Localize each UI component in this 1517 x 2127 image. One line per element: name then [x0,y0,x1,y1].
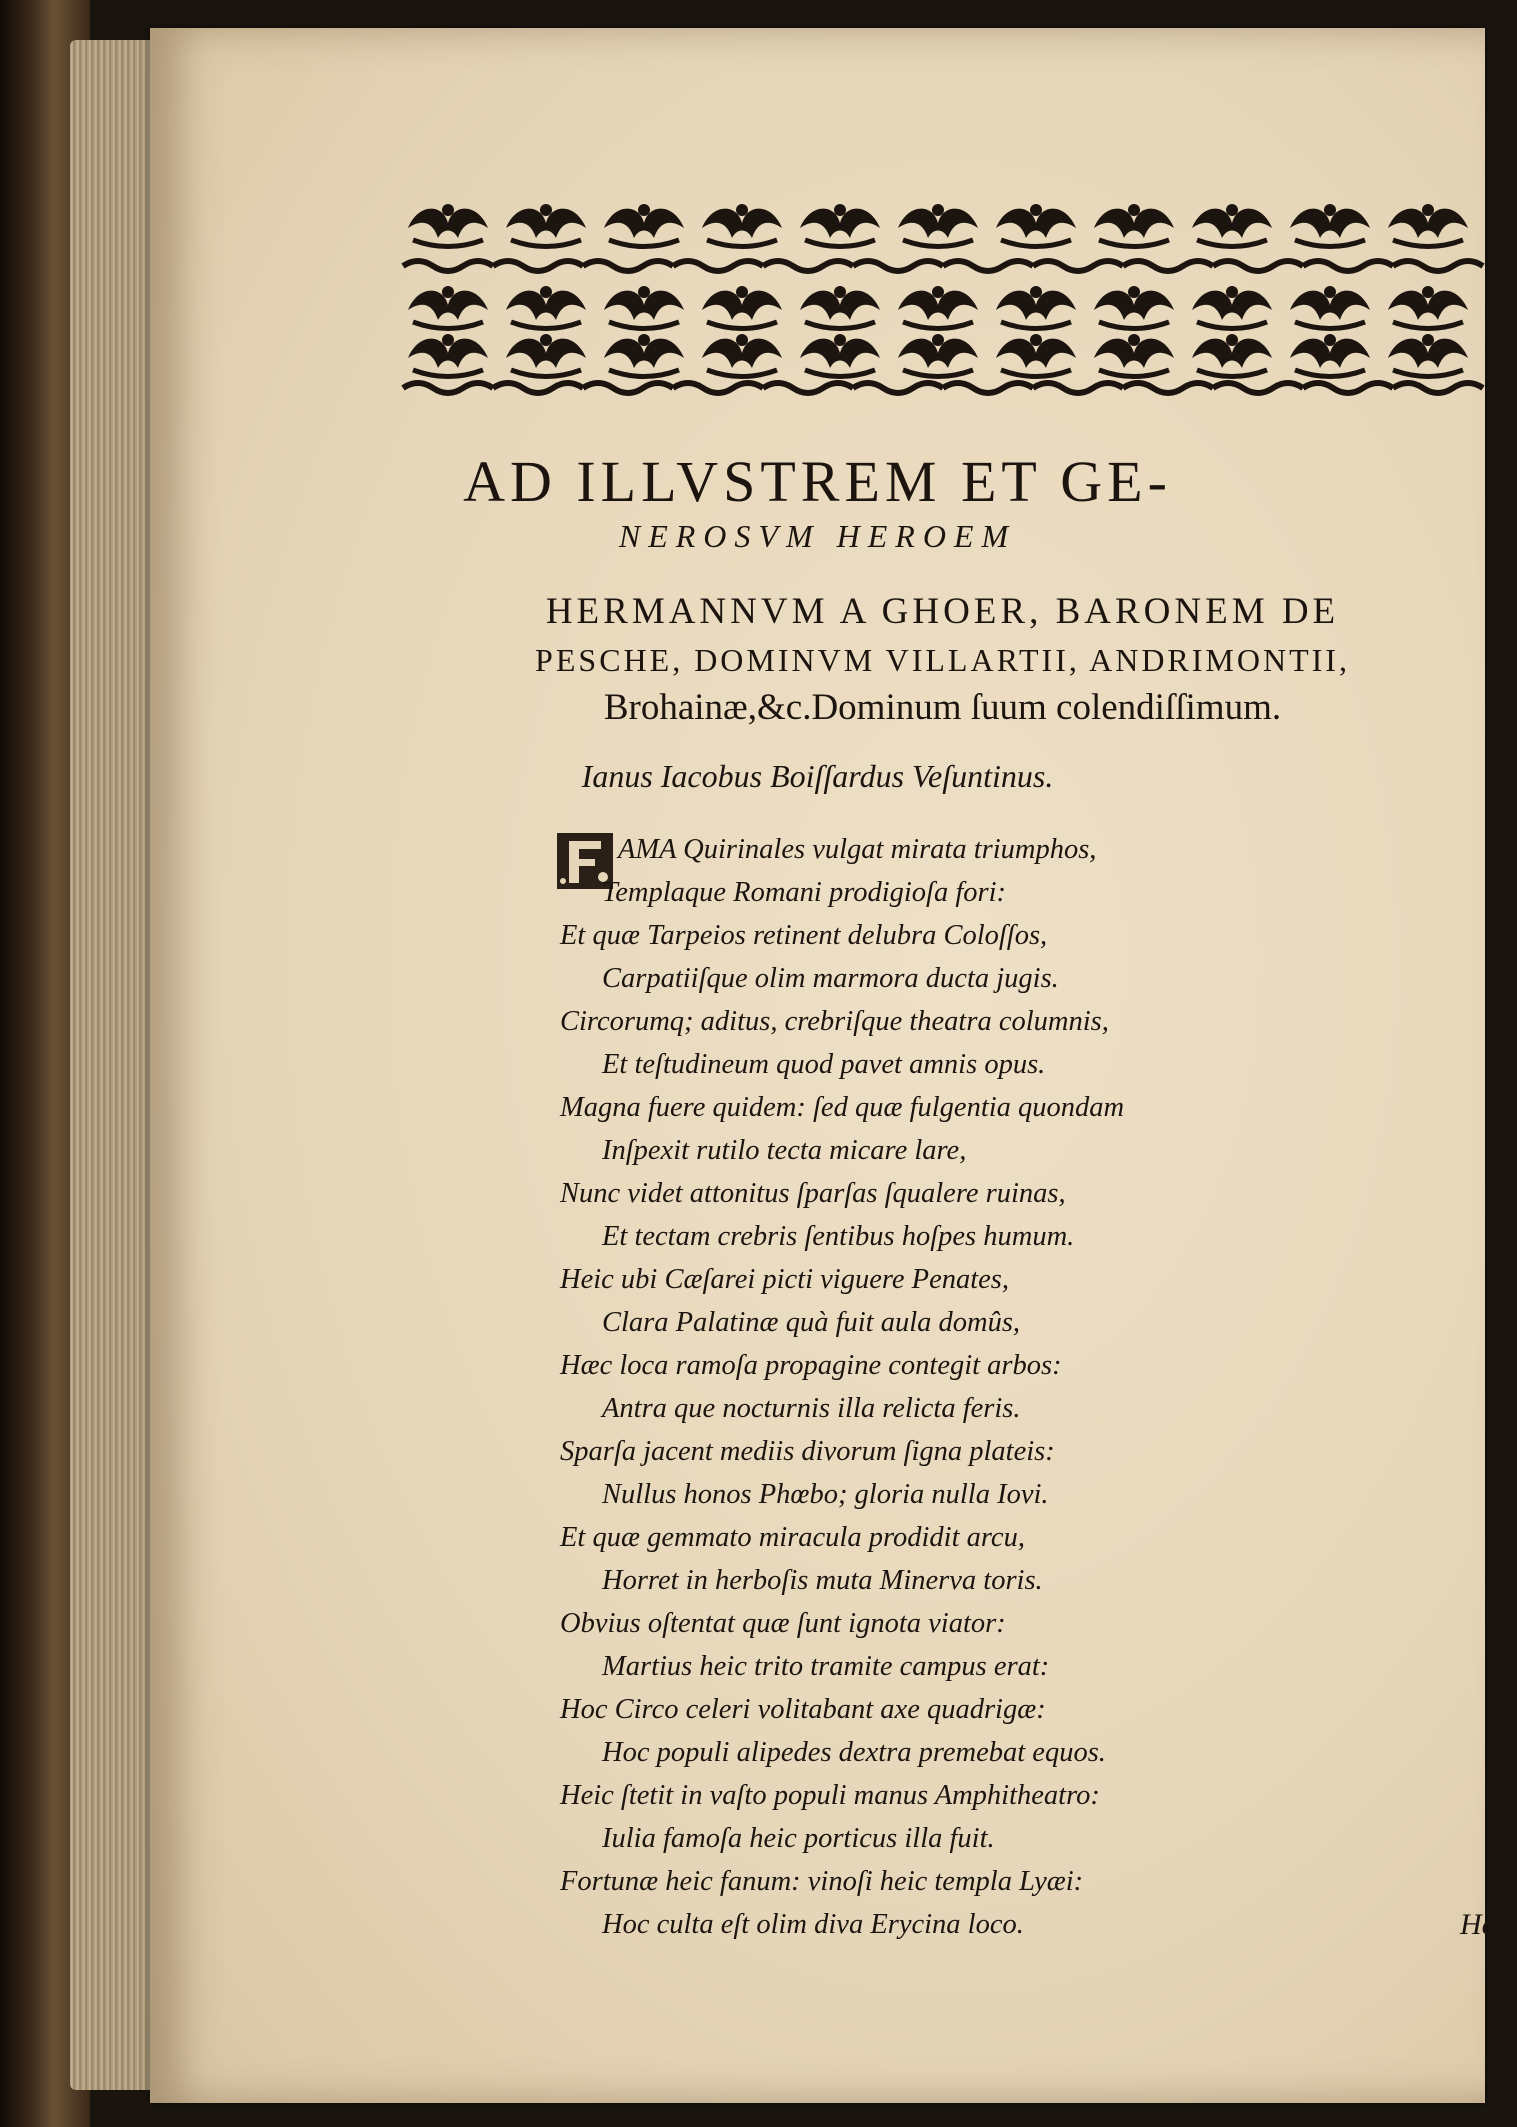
poem-line: Hoc populi alipedes dextra premebat equos. [602,1737,1106,1768]
poem-line: Nunc videt attonitus ſparſas ſqualere ruinas, [560,1178,1066,1209]
poem-line: Heic ubi Cæſarei picti viguere Penates, [560,1264,1010,1295]
poem-line: Et quæ gemmato miracula prodidit arcu, [560,1522,1025,1553]
poem-line: Horret in herboſis muta Minerva toris. [602,1565,1043,1596]
poem-line: Heic ſtetit in vaſto populi manus Amphitheatro: [560,1780,1100,1811]
poem-line: Fortunæ heic fanum: vinoſi heic templa Lyæi: [560,1866,1084,1897]
poem-line: AMA Quirinales vulgat mirata triumphos, [618,834,1097,865]
poem [560,828,1380,1946]
poem-line: Martius heic trito tramite campus erat: [602,1651,1050,1682]
dedication-line-1: HERMANNVM A GHOER, BARONEM DE [545,591,1340,632]
poem-line: Magna fuere quidem: ſed quæ fulgentia quondam [560,1092,1125,1123]
poem-line: Iulia famoſa heic porticus illa fuit. [602,1823,995,1854]
dedication-line-3: Brohainæ,&c.Dominum ſuum colendiſſimum. [603,687,1282,728]
poem-line: Carpatiiſque olim marmora ducta jugis. [602,963,1059,994]
poem-line: Templaque Romani prodigioſa fori: [602,877,1007,908]
title-line-1: AD ILLVSTREM ET GE- [463,449,1172,514]
ornamental-headpiece [393,198,1508,398]
author-line: Ianus Iacobus Boiſſardus Veſuntinus. [581,758,1054,794]
poem-line: Obvius oſtentat quæ ſunt ignota viator: [560,1608,1006,1639]
title-line-2: NEROSVM HEROEM [618,518,1017,554]
poem-line: Et tectam crebris ſentibus hoſpes humum. [602,1221,1075,1252]
poem-line: Circorumq; aditus, crebriſque theatra columnis, [560,1006,1109,1037]
poem-line: Hoc Circo celeri volitabant axe quadrigæ: [560,1694,1046,1725]
poem-line: Et teſtudineum quod pavet amnis opus. [602,1049,1046,1080]
poem-line: Clara Palatinæ quà fuit aula domûs, [602,1307,1021,1338]
poem-line: Et quæ Tarpeios retinent delubra Coloſſos, [560,920,1048,951]
poem-line: Sparſa jacent mediis divorum ſigna plateis: [560,1436,1055,1467]
page [150,28,1517,2103]
poem-line: Nullus honos Phœbo; gloria nulla Iovi. [602,1479,1049,1510]
dedication [375,588,1510,732]
poem-line: Hoc culta eſt olim diva Erycina loco. [602,1909,1024,1940]
poem-line: Antra que nocturnis illa relicta feris. [602,1393,1021,1424]
dedication-line-2: PESCHE, DOMINVM VILLARTII, ANDRIMONTII, [535,642,1350,678]
poem-line: Hæc loca ramoſa propagine contegit arbos: [560,1350,1062,1381]
poem-line: Inſpexit rutilo tecta micare lare, [602,1135,967,1166]
catchword: Heic [1460,1908,1517,1941]
